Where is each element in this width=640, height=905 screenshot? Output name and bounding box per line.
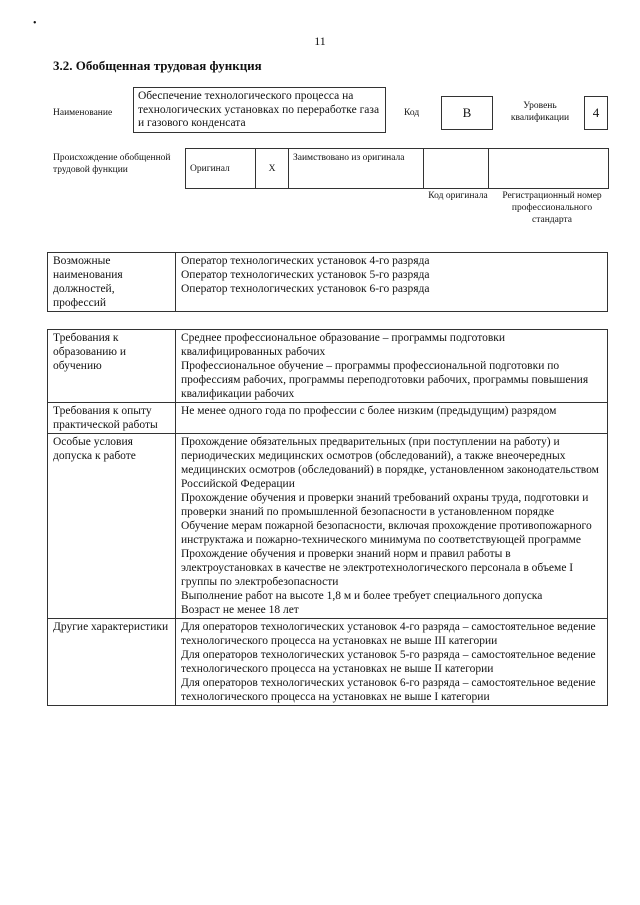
list-item: Оператор технологических установок 4-го разряда [181, 255, 430, 267]
top-mark: • [33, 18, 37, 29]
list-item: Обучение мерам пожарной безопасности, включая прохождение противопожарного инструктажа и пожарно-технического минимума по соответствующей программе [181, 520, 592, 546]
page-number: 11 [314, 34, 326, 48]
origin-code-cell [424, 149, 489, 189]
reg-number-cell [489, 149, 609, 189]
original-label-cell: Оригинал [186, 149, 256, 189]
name-label: Наименование [53, 108, 113, 118]
reg-number-caption: Регистрационный номер профессионального стандарта [502, 191, 602, 225]
qualification-level-label: Уровень квалификации [510, 101, 570, 123]
list-item: Среднее профессиональное образование – программы подготовки квалифицированных рабочих [181, 332, 506, 358]
list-item: Прохождение обязательных предварительных (при поступлении на работу) и периодических медицинских осмотров (обследований), а также внеочередных медицинских осмотров (обследований) в порядке, установленном законодательством Российской Федерации [181, 436, 599, 490]
table-row [48, 619, 608, 706]
experience-values [176, 403, 608, 434]
positions-label: Возможные наименования должностей, профессий [48, 253, 176, 312]
list-item: Для операторов технологических установок 5-го разряда – самостоятельное ведение технологического процесса на установках не выше II категории [181, 649, 596, 675]
qualification-level-box: 4 [584, 96, 608, 130]
name-value-box: Обеспечение технологического процесса на технологических установках по переработке газа и газового конденсата [133, 87, 386, 133]
list-item: Оператор технологических установок 6-го разряда [181, 283, 430, 295]
list-item: Для операторов технологических установок 6-го разряда – самостоятельное ведение технологического процесса на установках не выше I категории [181, 677, 596, 703]
other-characteristics-label: Другие характеристики [48, 619, 176, 706]
education-label: Требования к образованию и обучению [48, 330, 176, 403]
list-item: Прохождение обучения и проверки знаний норм и правил работы в электроустановках в качестве не электротехнологического персонала в объеме I группы по электробезопасности [181, 548, 574, 588]
special-conditions-label: Особые условия допуска к работе [48, 434, 176, 619]
origin-code-caption: Код оригинала [428, 191, 488, 201]
positions-table [47, 252, 608, 312]
special-conditions-values [176, 434, 608, 619]
list-item: Возраст не менее 18 лет [181, 604, 299, 616]
list-item: Для операторов технологических установок 4-го разряда – самостоятельное ведение технологического процесса на установках не выше III категории [181, 621, 596, 647]
list-item: Оператор технологических установок 5-го разряда [181, 269, 430, 281]
section-title: 3.2. Обобщенная трудовая функция [53, 58, 262, 73]
original-mark-cell: X [256, 149, 289, 189]
table-row [48, 434, 608, 619]
experience-label: Требования к опыту практической работы [48, 403, 176, 434]
origin-table [185, 148, 609, 189]
table-row [48, 253, 608, 312]
list-item: Профессиональное обучение – программы профессиональной подготовки по профессиям рабочих, программы переподготовки рабочих, программы повышения квалификации рабочих [181, 360, 589, 400]
list-item: Не менее одного года по профессии с более низким (предыдущим) разрядом [181, 405, 557, 417]
positions-list [176, 253, 608, 312]
education-values [176, 330, 608, 403]
table-row [48, 403, 608, 434]
origin-label: Происхождение обобщенной трудовой функции [53, 153, 171, 175]
code-value-box: B [441, 96, 493, 130]
borrowed-label-cell: Заимствовано из оригинала [289, 149, 424, 189]
code-label: Код [404, 108, 420, 118]
list-item: Выполнение работ на высоте 1,8 м и более требует специального допуска [181, 590, 543, 602]
other-characteristics-values [176, 619, 608, 706]
requirements-table [47, 329, 608, 706]
table-row [48, 330, 608, 403]
list-item: Прохождение обучения и проверки знаний требований охраны труда, подготовки и проверки знаний по промышленной безопасности в установленном порядке [181, 492, 589, 518]
